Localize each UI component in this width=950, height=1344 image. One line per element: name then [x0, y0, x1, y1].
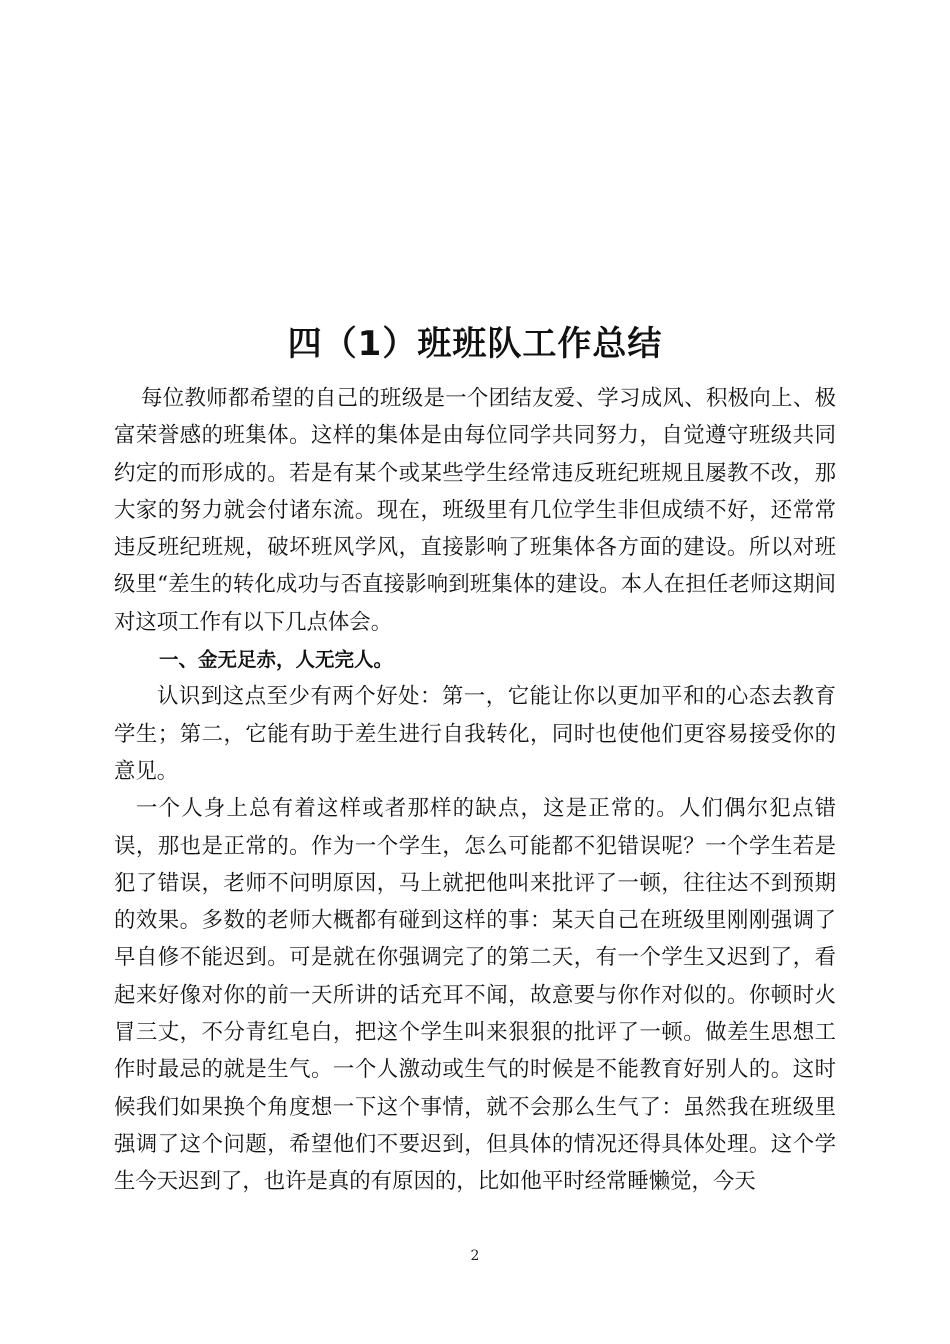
paragraph-example: 一个人身上总有着这样或者那样的缺点，这是正常的。人们偶尔犯点错误，那也是正常的。作为一个学生，怎么可能都不犯错误呢？一个学生若是犯了错误，老师不问明原因，马上就把他叫来批评了一顿，往往达不到预期的效果。多数的老师大概都有碰到这样的事：某天自己在班级里刚刚强调了早自修不能迟到。可是就在你强调完了的第二天，有一个学生又迟到了，看起来好像对你的前一天所讲的话充耳不闻，故意要与你作对似的。你顿时火冒三丈，不分青红皂白，把这个学生叫来狠狠的批评了一顿。做差生思想工作时最忌的就是生气。一个人激动或生气的时候是不能教育好别人的。这时候我们如果换个角度想一下这个事情，就不会那么生气了：虽然我在班级里强调了这个问题，希望他们不要迟到，但具体的情况还得具体处理。这个学生今天迟到了，也许是真的有原因的，比如他平时经常睡懒觉，今天 [114, 796, 836, 1195]
document-body [114, 380, 836, 1201]
section-heading: 一、金无足赤，人无完人。 [159, 648, 394, 672]
paragraph-intro: 每位教师都希望的自己的班级是一个团结友爱、学习成风、积极向上、极富荣誉感的班集体。这样的集体是由每位同学共同努力，自觉遵守班级共同约定的而形成的。若是有某个或某些学生经常违反班纪班规且屡教不改，那大家的努力就会付诸东流。现在，班级里有几位学生非但成绩不好，还常常违反班纪班规，破坏班风学风，直接影响了班集体各方面的建设。所以对班级里“差生的转化成功与否直接影响到班集体的建设。本人在担任老师这期间对这项工作有以下几点体会。 [114, 386, 836, 635]
page-number: 2 [470, 1248, 480, 1264]
paragraph-benefits: 认识到这点至少有两个好处：第一，它能让你以更加平和的心态去教育学生；第二，它能有助于差生进行自我转化，同时也使他们更容易接受你的意见。 [114, 684, 836, 784]
page-title: 四（1）班班队工作总结 [287, 324, 663, 364]
